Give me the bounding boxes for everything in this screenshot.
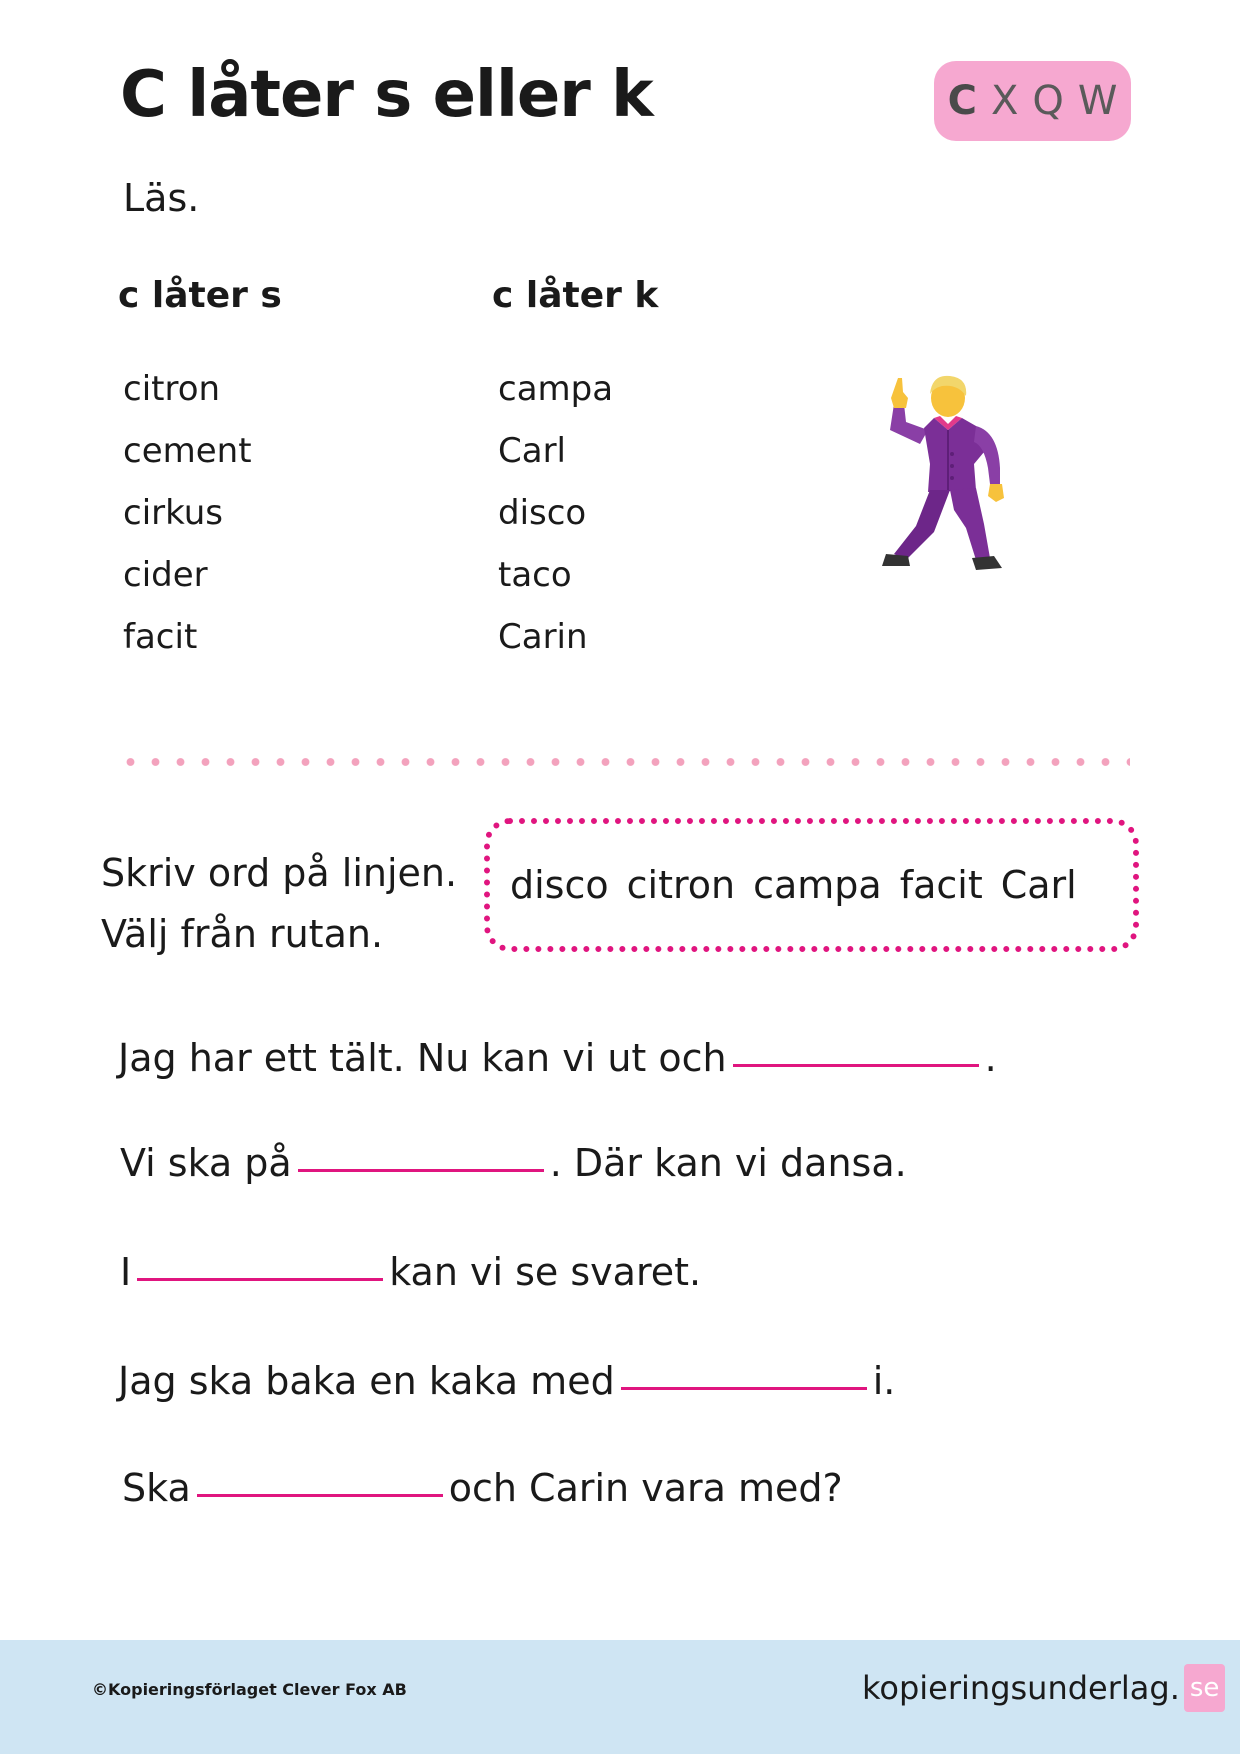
list-item: Carin	[498, 617, 588, 657]
list-item: cement	[123, 431, 252, 471]
sentence-3	[120, 1250, 701, 1294]
sentence-text: i.	[872, 1359, 896, 1403]
sentence-text: Jag har ett tält. Nu kan vi ut och	[118, 1036, 727, 1080]
sentence-text: . Där kan vi dansa.	[549, 1141, 907, 1185]
footer-scallop	[0, 1630, 1240, 1650]
word-option: campa	[753, 863, 882, 907]
instruction-line: Skriv ord på linjen.	[101, 851, 458, 895]
sentence-text: och Carin vara med?	[448, 1466, 843, 1510]
dancing-man-icon	[872, 372, 1012, 584]
column-heading-k: c låter k	[492, 275, 659, 316]
answer-line[interactable]	[197, 1493, 443, 1497]
list-item: facit	[123, 617, 198, 657]
answer-line[interactable]	[298, 1168, 544, 1172]
brand-suffix: se	[1184, 1664, 1226, 1712]
word-list-k	[498, 358, 613, 668]
list-item: taco	[498, 555, 572, 595]
reading-instruction: Läs.	[123, 176, 200, 220]
answer-line[interactable]	[137, 1277, 383, 1281]
word-option: Carl	[1000, 863, 1077, 907]
page-title: C låter s eller k	[120, 58, 653, 132]
badge-letter-w: W	[1077, 78, 1118, 124]
word-list-s	[123, 358, 252, 668]
sentence-text: I	[120, 1250, 132, 1294]
sentence-text: kan vi se svaret.	[389, 1250, 702, 1294]
list-item: campa	[498, 369, 614, 409]
brand-text: kopieringsunderlag.	[862, 1669, 1180, 1707]
copyright-text: ©Kopieringsförlaget Clever Fox AB	[92, 1680, 407, 1699]
list-item: disco	[498, 493, 587, 533]
sentence-text: Ska	[122, 1466, 191, 1510]
writing-instruction	[101, 843, 457, 965]
sentence-text: Jag ska baka en kaka med	[118, 1359, 615, 1403]
sentence-5	[122, 1466, 843, 1510]
letter-badge	[934, 61, 1131, 141]
answer-line[interactable]	[621, 1386, 867, 1390]
brand-logo	[862, 1664, 1225, 1712]
column-heading-s: c låter s	[118, 275, 282, 316]
sentence-text: .	[984, 1036, 997, 1080]
word-option: facit	[899, 863, 983, 907]
dotted-divider	[118, 756, 1130, 768]
word-option: disco	[510, 863, 609, 907]
list-item: cirkus	[123, 493, 224, 533]
badge-letter-x: X	[990, 78, 1019, 124]
badge-letter-c: C	[947, 78, 977, 124]
list-item: cider	[123, 555, 208, 595]
list-item: citron	[123, 369, 221, 409]
sentence-4	[118, 1359, 895, 1403]
answer-line[interactable]	[733, 1063, 979, 1067]
sentence-text: Vi ska på	[120, 1141, 292, 1185]
sentence-2	[120, 1141, 907, 1185]
list-item: Carl	[498, 431, 566, 471]
word-box	[484, 818, 1139, 952]
word-option: citron	[626, 863, 736, 907]
sentence-1	[118, 1036, 997, 1080]
instruction-line: Välj från rutan.	[101, 912, 384, 956]
badge-letter-q: Q	[1032, 78, 1064, 124]
